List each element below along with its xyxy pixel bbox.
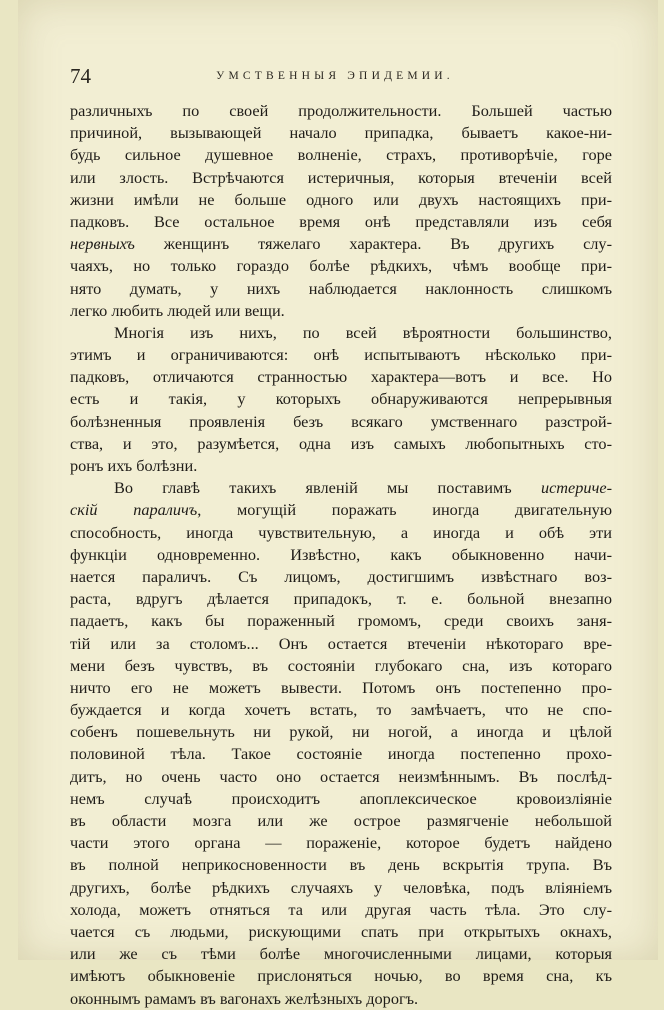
text-line: имѣютъ обыкновеніе прислоняться ночью, во время сна, къ [70, 966, 612, 986]
body-text [70, 100, 612, 1010]
page-number: 74 [70, 64, 91, 88]
text-line: немъ случаѣ происходитъ апоплексическое кровоизліяніе [70, 788, 612, 808]
page-header [70, 64, 600, 88]
text-line: Многія изъ нихъ, по всей вѣроятности большинство, [114, 322, 612, 342]
book-page [18, 0, 658, 1008]
text-line: собенъ пошевельнуть ни рукой, ни ногой, а иногда и цѣлой [70, 722, 612, 742]
text-line [70, 477, 612, 499]
text-line: оконнымъ рамамъ въ вагонахъ желѣзныхъ дорогъ. [70, 988, 419, 1008]
text-line: будь сильное душевное волненіе, страхъ, противорѣчіе, горе [70, 145, 612, 165]
text-line: легко любить людей или вещи. [70, 300, 285, 320]
italic-term: истериче- [540, 478, 612, 498]
text-line: дитъ, но очень часто оно остается неизмѣннымъ. Въ послѣд- [70, 766, 612, 786]
text-line: или же съ тѣми болѣе многочисленными лицами, которыя [70, 944, 612, 964]
text-line: въ полной неприкосновенности въ день вскрытія трупа. Въ [70, 855, 612, 875]
text-line: ства, и это, разумѣется, одна изъ самыхъ любопытныхъ сто- [70, 433, 612, 453]
text-line: этимъ и ограничиваются: онѣ испытываютъ нѣсколько при- [70, 345, 612, 365]
text-line: тій или за столомъ... Онъ остается втеченіи нѣкотораго вре- [70, 633, 612, 653]
text-line: чается съ людьми, рискующими спать при открытыхъ окнахъ, [70, 921, 612, 941]
italic-term: нервныхъ [70, 234, 135, 254]
text-line: есть и такія, у которыхъ обнаруживаются непрерывныя [70, 389, 612, 409]
text-line: раста, вдругъ дѣлается припадокъ, т. е. больной внезапно [70, 589, 612, 609]
text-line: ничто его не можетъ вывести. Потомъ онъ постепенно про- [70, 677, 612, 697]
text-line: падковъ, отличаются странностью характера—вотъ и все. Но [70, 367, 612, 387]
text-line: ронъ ихъ болѣзни. [70, 456, 198, 475]
text-line: жизни имѣли не больше одного или двухъ настоящихъ при- [70, 189, 612, 209]
text-line: болѣзненныя проявленія безъ всякаго умственнаго разстрой- [70, 411, 612, 431]
text-line: буждается и когда хочетъ встать, то замѣчаетъ, что не спо- [70, 700, 612, 720]
text-line: половиной тѣла. Такое состояніе иногда постепенно прохо- [70, 744, 612, 764]
text-line: способность, иногда чувствительную, а иногда и обѣ эти [70, 522, 612, 542]
text-segment: женщинъ тяжелаго характера. Въ другихъ слу- [134, 234, 612, 254]
text-segment: Во главѣ такихъ явленій мы поставимъ [114, 478, 541, 498]
text-line: въ области мозга или же острое размягченіе небольшой [70, 811, 612, 830]
text-line: мени безъ чувствъ, въ состояніи глубокаго сна, изъ котораго [70, 655, 612, 675]
text-line: различныхъ по своей продолжительности. Большей частью [70, 101, 612, 120]
text-line: падаетъ, какъ бы пораженный громомъ, среди своихъ заня- [70, 611, 612, 631]
text-segment: , могущій поражать иногда двигательную [197, 500, 612, 520]
text-line: другихъ, болѣе рѣдкихъ случаяхъ у человѣка, подъ вліяніемъ [70, 877, 612, 897]
text-line: чаяхъ, но только гораздо болѣе рѣдкихъ, чѣмъ вообще при- [70, 256, 612, 276]
text-line: функціи одновременно. Извѣстно, какъ обыкновенно начи- [70, 544, 612, 564]
text-line: падковъ. Все остальное время онѣ представляли изъ себя [70, 211, 612, 231]
text-line: причиной, вызывающей начало припадка, бываетъ какое-ни- [70, 123, 612, 143]
text-line: или злость. Встрѣчаются истеричныя, которыя втеченіи всей [70, 167, 612, 187]
running-title: УМСТВЕННЫЯ ЭПИДЕМИИ. [216, 70, 454, 82]
text-line: холода, можетъ отняться та или другая часть тѣла. Это слу- [70, 899, 612, 919]
italic-term: скій параличъ [70, 500, 198, 520]
text-line [70, 233, 612, 255]
text-line: части этого органа — пораженіе, которое будетъ найдено [70, 833, 612, 853]
text-line: нается параличъ. Съ лицомъ, достигшимъ извѣстнаго воз- [70, 566, 612, 586]
text-line [70, 499, 612, 521]
text-line: нято думать, у нихъ наблюдается наклонность слишкомъ [70, 278, 612, 298]
